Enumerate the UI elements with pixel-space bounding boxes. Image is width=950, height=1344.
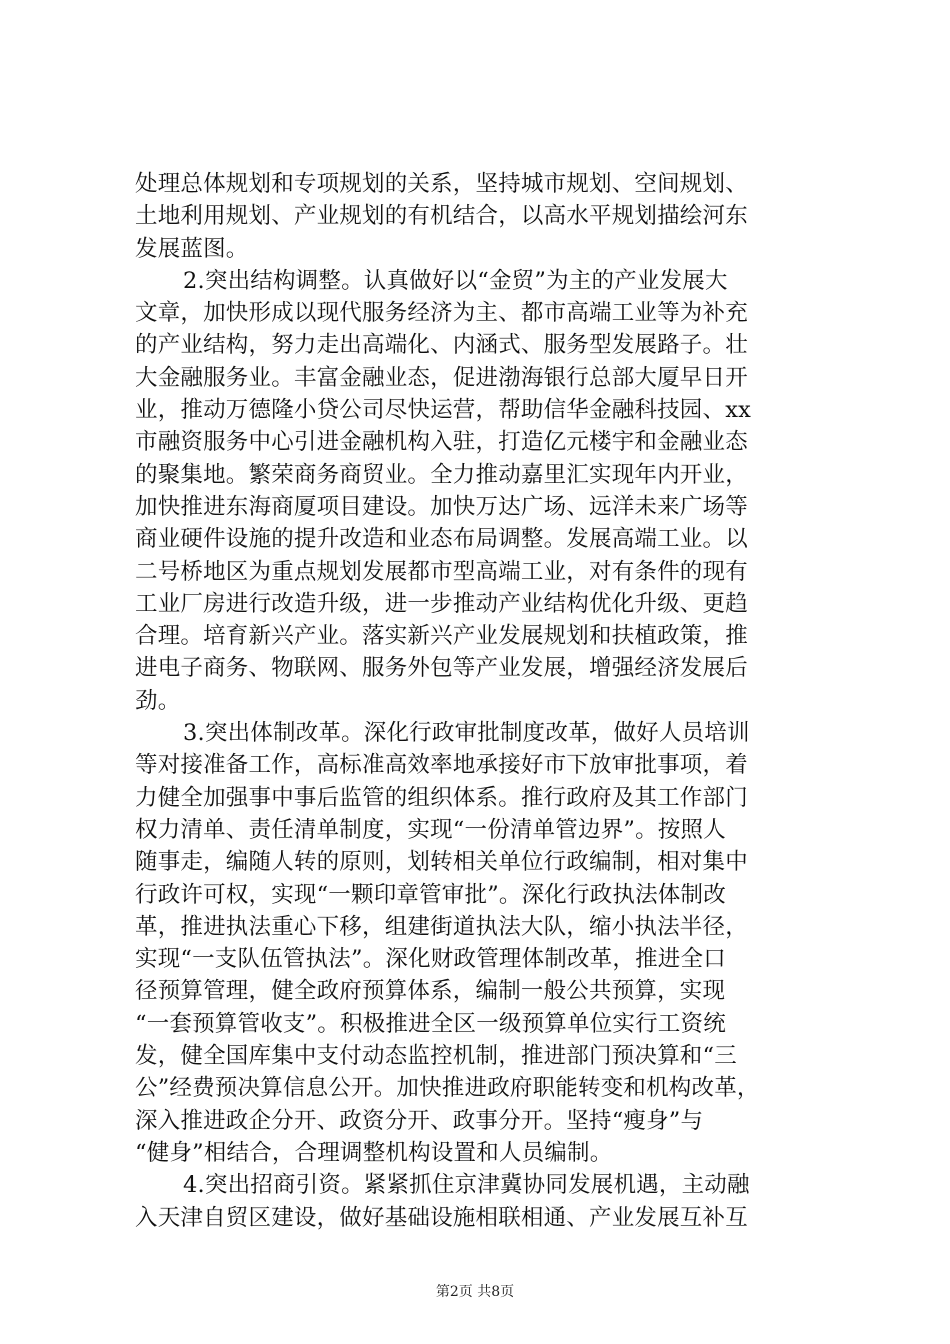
text-line: 文章，加快形成以现代服务经济为主、都市高端工业等为补充: [135, 300, 748, 327]
text-line: 公”经费预决算信息公开。加快推进政府职能转变和机构改革，: [135, 1075, 760, 1102]
text-line: 行政许可权，实现“一颗印章管审批”。深化行政执法体制改: [135, 881, 726, 908]
paragraph-start-line: 3.突出体制改革。深化行政审批制度改革，做好人员培训: [183, 720, 750, 747]
text-line: 力健全加强事中事后监管的组织体系。推行政府及其工作部门: [135, 784, 748, 811]
page-number-footer: 第2页 共8页: [435, 1284, 515, 1300]
paragraph-start-line: 2.突出结构调整。认真做好以“金贸”为主的产业发展大: [183, 267, 728, 294]
text-line: 深入推进政企分开、政资分开、政事分开。坚持“瘦身”与: [135, 1107, 704, 1134]
text-line: 的聚集地。繁荣商务商贸业。全力推动嘉里汇实现年内开业，: [135, 461, 748, 488]
text-line: 发，健全国库集中支付动态监控机制，推进部门预决算和“三: [135, 1043, 737, 1070]
text-line: 土地利用规划、产业规划的有机结合，以高水平规划描绘河东: [135, 203, 748, 230]
text-line: 工业厂房进行改造升级，进一步推动产业结构优化升级、更趋: [135, 590, 748, 617]
text-line: 加快推进东海商厦项目建设。加快万达广场、远洋未来广场等: [135, 493, 748, 520]
text-line: 劲。: [135, 687, 181, 714]
text-line: 进电子商务、物联网、服务外包等产业发展，增强经济发展后: [135, 655, 748, 682]
text-line: 市融资服务中心引进金融机构入驻，打造亿元楼宇和金融业态: [135, 429, 748, 456]
text-line: “健身”相结合，合理调整机构设置和人员编制。: [135, 1139, 613, 1166]
text-line: 大金融服务业。丰富金融业态，促进渤海银行总部大厦早日开: [135, 364, 748, 391]
document-body: [135, 168, 835, 1234]
text-line: 发展蓝图。: [135, 235, 249, 262]
text-line: 随事走，编随人转的原则，划转相关单位行政编制，相对集中: [135, 849, 748, 876]
text-line: 入天津自贸区建设，做好基础设施相联相通、产业发展互补互: [135, 1204, 748, 1231]
text-line: 径预算管理，健全政府预算体系，编制一般公共预算，实现: [135, 978, 726, 1005]
text-line: 实现“一支队伍管执法”。深化财政管理体制改革，推进全口: [135, 946, 726, 973]
text-line: 等对接准备工作，高标准高效率地承接好市下放审批事项，着: [135, 752, 748, 779]
text-line: 二号桥地区为重点规划发展都市型高端工业，对有条件的现有: [135, 558, 748, 585]
text-line: 业，推动万德隆小贷公司尽快运营，帮助信华金融科技园、xx: [135, 397, 751, 424]
text-line: “一套预算管收支”。积极推进全区一级预算单位实行工资统: [135, 1010, 726, 1037]
text-line: 商业硬件设施的提升改造和业态布局调整。发展高端工业。以: [135, 526, 748, 553]
text-line: 权力清单、责任清单制度，实现“一份清单管边界”。按照人: [135, 816, 726, 843]
text-line: 合理。培育新兴产业。落实新兴产业发展规划和扶植政策，推: [135, 623, 748, 650]
text-line: 革，推进执法重心下移，组建街道执法大队，缩小执法半径，: [135, 913, 748, 940]
text-line: 处理总体规划和专项规划的关系，坚持城市规划、空间规划、: [135, 171, 748, 197]
text-line: 的产业结构，努力走出高端化、内涵式、服务型发展路子。壮: [135, 332, 748, 359]
paragraph-start-line: 4.突出招商引资。紧紧抓住京津冀协同发展机遇，主动融: [183, 1172, 750, 1199]
